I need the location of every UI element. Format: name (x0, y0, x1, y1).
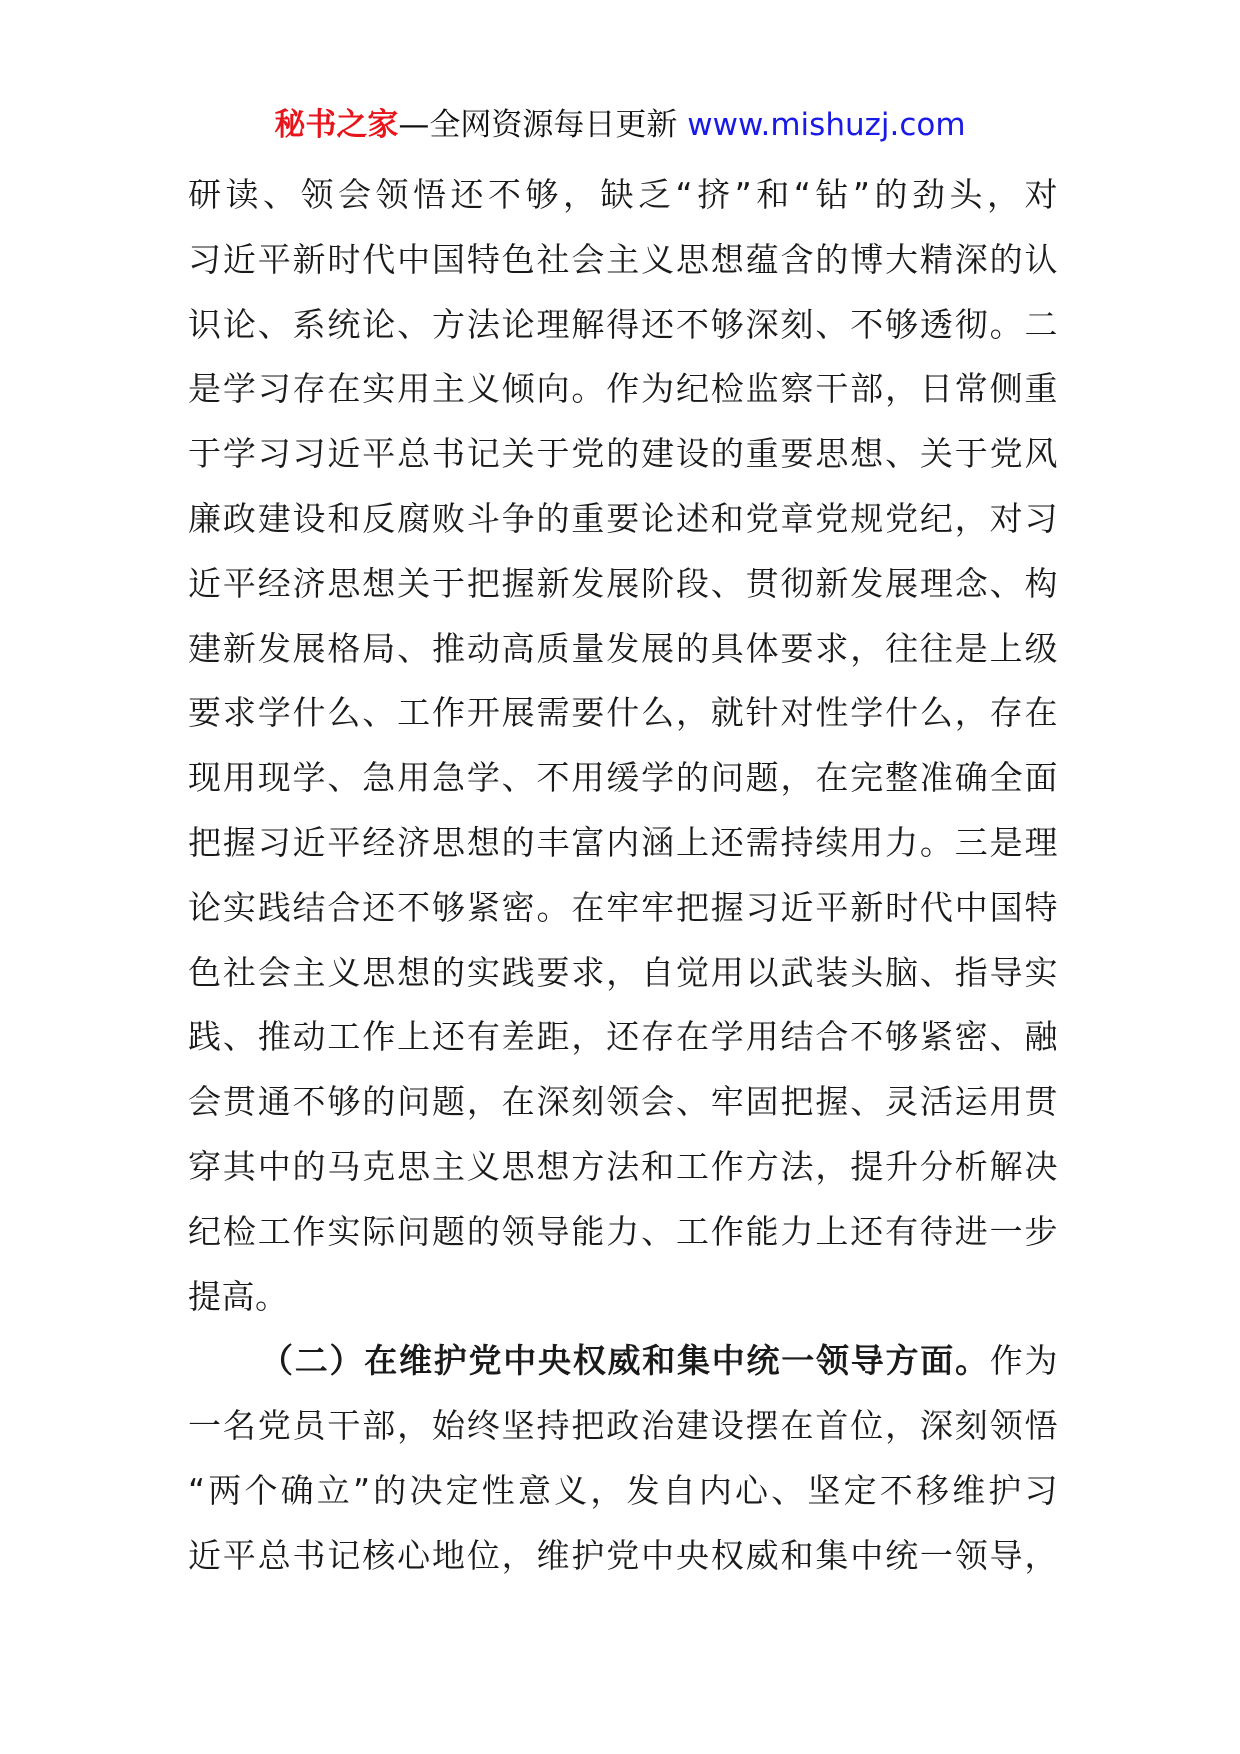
text-line: 是学习存在实用主义倾向。作为纪检监察干部，日常侧重 (188, 369, 1058, 409)
page-header (0, 100, 1240, 150)
text-line: 习近平新时代中国特色社会主义思想蕴含的博大精深的认 (188, 239, 1058, 279)
text-line: 要求学什么、工作开展需要什么，就针对性学什么，存在 (188, 693, 1058, 733)
document-body (188, 163, 1058, 1589)
section-heading: （二）在维护党中央权威和集中统一领导方面。 (260, 1341, 990, 1381)
text-line: 会贯通不够的问题，在深刻领会、牢固把握、灵活运用贯 (188, 1082, 1058, 1122)
text-line: 现用现学、急用急学、不用缓学的问题，在完整准确全面 (188, 758, 1058, 798)
site-brand: 秘书之家 (274, 107, 399, 143)
section-heading-line (188, 1329, 1058, 1394)
text-line: 色社会主义思想的实践要求，自觉用以武装头脑、指导实 (188, 952, 1058, 992)
text-line: 识论、系统论、方法论理解得还不够深刻、不够透彻。二 (188, 304, 1058, 344)
text-line: 纪检工作实际问题的领导能力、工作能力上还有待进一步 (188, 1211, 1058, 1251)
site-tagline: —全网资源每日更新 (398, 107, 678, 143)
text-line: 廉政建设和反腐败斗争的重要论述和党章党规党纪，对习 (188, 498, 1058, 538)
text-line: 践、推动工作上还有差距，还存在学用结合不够紧密、融 (188, 1017, 1058, 1057)
section-heading-tail: 作为 (989, 1341, 1058, 1381)
text-line: 于学习习近平总书记关于党的建设的重要思想、关于党风 (188, 434, 1058, 474)
text-line: 建新发展格局、推动高质量发展的具体要求，往往是上级 (188, 628, 1058, 668)
text-line: 提高。 (188, 1276, 289, 1316)
text-line: “两个确立”的决定性意义，发自内心、坚定不移维护习 (188, 1470, 1058, 1510)
text-line: 近平经济思想关于把握新发展阶段、贯彻新发展理念、构 (188, 563, 1058, 603)
text-line: 近平总书记核心地位，维护党中央权威和集中统一领导， (188, 1535, 1058, 1575)
site-url-link[interactable]: www.mishuzj.com (687, 107, 966, 143)
text-line: 研读、领会领悟还不够，缺乏“挤”和“钻”的劲头，对 (188, 175, 1058, 214)
text-line: 穿其中的马克思主义思想方法和工作方法，提升分析解决 (188, 1146, 1058, 1186)
text-line: 一名党员干部，始终坚持把政治建设摆在首位，深刻领悟 (188, 1406, 1058, 1446)
text-line: 把握习近平经济思想的丰富内涵上还需持续用力。三是理 (188, 822, 1058, 862)
text-line: 论实践结合还不够紧密。在牢牢把握习近平新时代中国特 (188, 887, 1058, 927)
